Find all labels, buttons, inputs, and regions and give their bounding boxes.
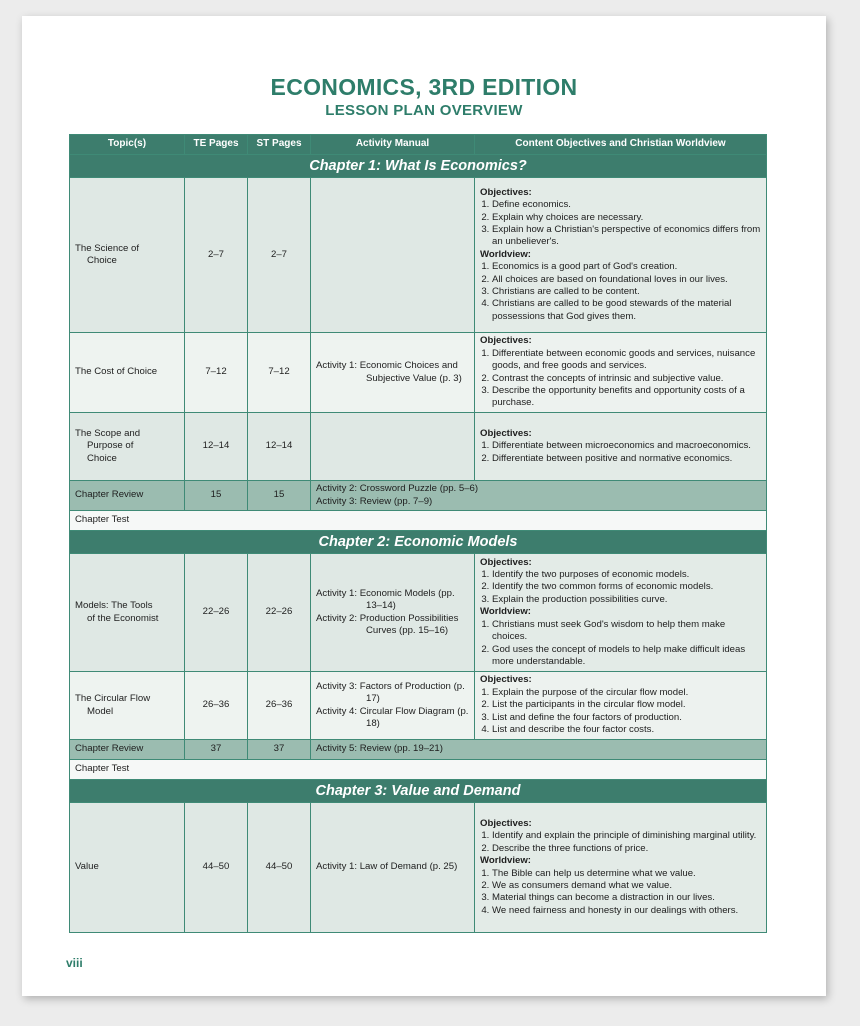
objective-item: 2. Contrast the concepts of intrinsic and subjective value. xyxy=(492,373,761,385)
activity-cell xyxy=(311,554,475,672)
activity-cell xyxy=(311,803,475,933)
topic-line: The Science of xyxy=(75,242,139,254)
activity-cell xyxy=(311,333,475,413)
objective-item: 1. Define economics. xyxy=(492,199,761,211)
table-row xyxy=(70,672,767,740)
st-pages-cell: 12–14 xyxy=(248,413,311,481)
header-st-pages: ST Pages xyxy=(248,135,311,155)
chapter-heading-row xyxy=(70,155,767,178)
topic-line: The Scope and xyxy=(75,427,141,439)
st-pages-cell: 15 xyxy=(248,481,311,511)
chapter-test-label: Chapter Test xyxy=(70,760,767,780)
topic-line: Model xyxy=(87,705,114,717)
document-title: ECONOMICS, 3RD EDITION xyxy=(270,74,578,100)
worldview-item: 3. Material things can become a distraction in our lives. xyxy=(492,892,761,904)
objectives-label: Objectives: xyxy=(480,186,532,198)
topic-line: Purpose of xyxy=(87,440,134,452)
te-pages-cell: 7–12 xyxy=(185,333,248,413)
topic-cell xyxy=(70,413,185,481)
st-pages-cell: 22–26 xyxy=(248,554,311,672)
activity-item: Activity 3: Review (pp. 7–9) xyxy=(316,495,433,507)
worldview-item: 4. We need fairness and honesty in our dealings with others. xyxy=(492,905,761,917)
header-topic: Topic(s) xyxy=(70,135,185,155)
chapter-title: Chapter 1: What Is Economics? xyxy=(70,155,767,178)
objective-item: 3. List and define the four factors of production. xyxy=(492,712,761,724)
table-row xyxy=(70,413,767,481)
objective-item: 3. Explain the production possibilities curve. xyxy=(492,594,761,606)
st-pages-cell: 44–50 xyxy=(248,803,311,933)
objective-item: 4. List and describe the four factor costs. xyxy=(492,724,761,736)
objective-item: 3. Describe the opportunity benefits and opportunity costs of a purchase. xyxy=(492,385,761,410)
header-objectives: Content Objectives and Christian Worldview xyxy=(475,135,767,155)
objectives-label: Objectives: xyxy=(480,556,532,568)
header-activity-manual: Activity Manual xyxy=(311,135,475,155)
table-row xyxy=(70,178,767,333)
page-number: viii xyxy=(66,956,83,970)
review-label: Chapter Review xyxy=(70,740,185,760)
chapter-review-row xyxy=(70,740,767,760)
objective-item: 1. Identify the two purposes of economic models. xyxy=(492,569,761,581)
topic-line: Models: The Tools xyxy=(75,600,153,612)
objective-item: 1. Identify and explain the principle of diminishing marginal utility. xyxy=(492,830,761,842)
objectives-cell xyxy=(475,672,767,740)
objectives-cell xyxy=(475,178,767,333)
objective-item: 2. Differentiate between positive and normative economics. xyxy=(492,453,761,465)
document-page xyxy=(22,16,826,996)
te-pages-cell: 44–50 xyxy=(185,803,248,933)
activity-item: Activity 4: Circular Flow Diagram (p. 18) xyxy=(316,705,469,729)
te-pages-cell: 22–26 xyxy=(185,554,248,672)
worldview-item: 4. Christians are called to be good stewards of the material possessions that God gives them. xyxy=(492,298,761,323)
header-te-pages: TE Pages xyxy=(185,135,248,155)
activity-item: Activity 5: Review (pp. 19–21) xyxy=(316,743,443,755)
topic-line: Choice xyxy=(87,255,117,266)
topic-cell xyxy=(70,554,185,672)
topic-line: The Cost of Choice xyxy=(75,366,158,378)
objectives-label: Objectives: xyxy=(480,817,532,829)
te-pages-cell: 37 xyxy=(185,740,248,760)
topic-line: The Circular Flow xyxy=(75,693,151,705)
activity-item: Activity 1: Economic Choices and Subjective Value (p. 3) xyxy=(316,360,462,384)
activity-item: Activity 1: Law of Demand (p. 25) xyxy=(316,861,458,873)
objectives-label: Objectives: xyxy=(480,335,532,347)
worldview-item: 2. God uses the concept of models to help make difficult ideas more understandable. xyxy=(492,644,761,669)
worldview-item: 3. Christians are called to be content. xyxy=(492,286,761,298)
worldview-item: 2. We as consumers demand what we value. xyxy=(492,880,761,892)
te-pages-cell: 12–14 xyxy=(185,413,248,481)
activity-item: Activity 3: Factors of Production (p. 17) xyxy=(316,680,465,705)
topic-line: Value xyxy=(75,861,99,873)
worldview-item: 1. Christians must seek God's wisdom to help them make choices. xyxy=(492,619,761,644)
objective-item: 1. Differentiate between microeconomics and macroeconomics. xyxy=(492,440,761,452)
activity-cell xyxy=(311,178,475,333)
chapter-test-row xyxy=(70,760,767,780)
chapter-title: Chapter 2: Economic Models xyxy=(70,531,767,554)
st-pages-cell: 26–36 xyxy=(248,672,311,740)
objective-item: 2. Describe the three functions of price. xyxy=(492,843,761,855)
objective-item: 1. Differentiate between economic goods and services, nuisance goods, and free goods and services. xyxy=(492,348,761,373)
st-pages-cell: 7–12 xyxy=(248,333,311,413)
table-row xyxy=(70,803,767,933)
chapter-test-label: Chapter Test xyxy=(70,511,767,531)
objectives-cell xyxy=(475,333,767,413)
st-pages-cell: 2–7 xyxy=(248,178,311,333)
worldview-item: 1. The Bible can help us determine what we value. xyxy=(492,868,761,880)
table-header-row xyxy=(70,135,767,155)
objective-item: 1. Explain the purpose of the circular flow model. xyxy=(492,687,761,699)
review-label: Chapter Review xyxy=(70,481,185,511)
activity-item: Activity 2: Production Possibilities Curves (pp. 15–16) xyxy=(316,612,459,636)
objective-item: 2. Identify the two common forms of economic models. xyxy=(492,581,761,593)
topic-line: Choice xyxy=(87,452,117,464)
objective-item: 2. List the participants in the circular flow model. xyxy=(492,699,761,711)
topic-cell xyxy=(70,672,185,740)
topic-cell xyxy=(70,803,185,933)
objectives-label: Objectives: xyxy=(480,674,532,686)
activity-item: Activity 2: Crossword Puzzle (pp. 5–6) xyxy=(316,483,479,495)
objectives-label: Objectives: xyxy=(480,427,532,439)
lesson-plan-table xyxy=(69,134,767,933)
chapter-title: Chapter 3: Value and Demand xyxy=(70,780,767,803)
table-row xyxy=(70,333,767,413)
review-activities-cell xyxy=(311,740,767,760)
objectives-cell xyxy=(475,413,767,481)
te-pages-cell: 15 xyxy=(185,481,248,511)
table-row xyxy=(70,554,767,672)
objectives-cell xyxy=(475,554,767,672)
chapter-review-row xyxy=(70,481,767,511)
chapter-test-row xyxy=(70,511,767,531)
objective-item: 2. Explain why choices are necessary. xyxy=(492,212,761,224)
activity-cell xyxy=(311,413,475,481)
topic-cell xyxy=(70,333,185,413)
topic-line: of the Economist xyxy=(87,612,159,624)
worldview-item: 1. Economics is a good part of God's creation. xyxy=(492,261,761,273)
activity-cell xyxy=(311,672,475,740)
chapter-heading-row xyxy=(70,780,767,803)
worldview-label: Worldview: xyxy=(480,606,531,618)
chapter-heading-row xyxy=(70,531,767,554)
worldview-label: Worldview: xyxy=(480,248,531,260)
activity-item: Activity 1: Economic Models (pp. 13–14) xyxy=(316,587,455,612)
objective-item: 3. Explain how a Christian's perspective of economics differs from an unbeliever's. xyxy=(492,224,761,249)
te-pages-cell: 2–7 xyxy=(185,178,248,333)
st-pages-cell: 37 xyxy=(248,740,311,760)
worldview-label: Worldview: xyxy=(480,855,531,867)
objectives-cell xyxy=(475,803,767,933)
worldview-item: 2. All choices are based on foundational loves in our lives. xyxy=(492,274,761,286)
review-activities-cell xyxy=(311,481,767,511)
topic-cell xyxy=(70,178,185,333)
document-subtitle: LESSON PLAN OVERVIEW xyxy=(325,102,523,119)
te-pages-cell: 26–36 xyxy=(185,672,248,740)
